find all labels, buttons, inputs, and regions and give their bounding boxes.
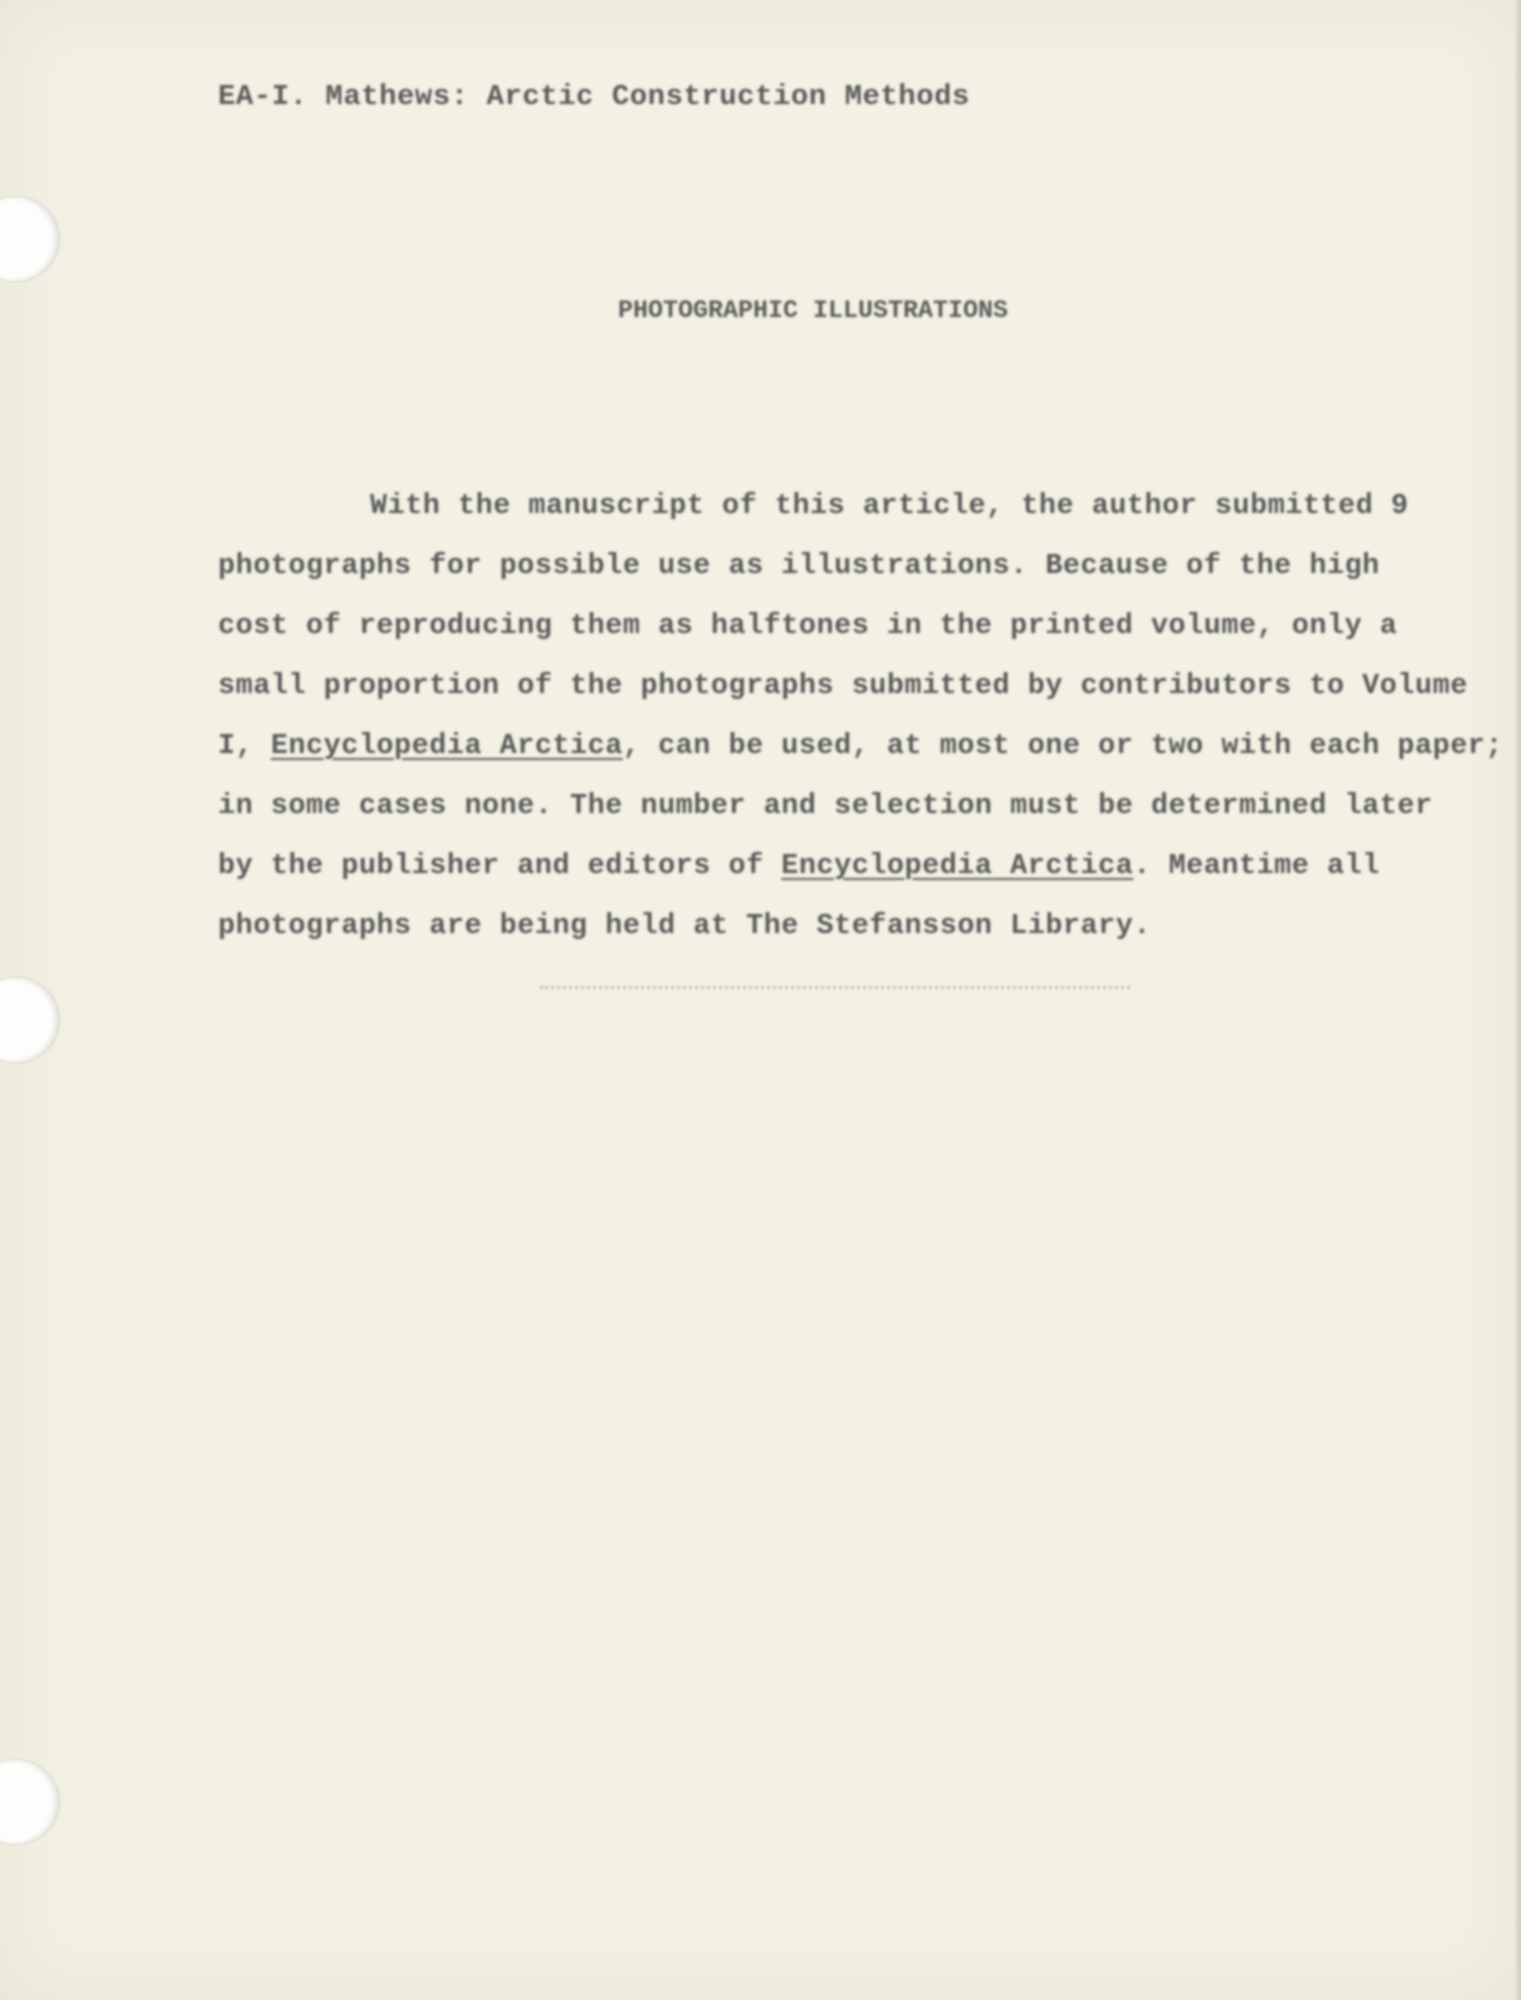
publication-title: Encyclopedia Arctica [270, 729, 623, 762]
paragraph-line: small proportion of the photographs submitted by contributors to Volume [218, 669, 1468, 702]
binder-punch-hole [0, 197, 58, 281]
document-header: EA-I. Mathews: Arctic Construction Methods [218, 80, 970, 113]
body-paragraph [218, 476, 1503, 956]
bleed-through-dotted-rule [540, 986, 1130, 989]
publication-title: Encyclopedia Arctica [781, 849, 1134, 882]
binder-punch-hole [0, 978, 58, 1062]
paragraph-line: photographs for possible use as illustrations. Because of the high [218, 549, 1380, 582]
paragraph-line: cost of reproducing them as halftones in the printed volume, only a [218, 609, 1398, 642]
paragraph-line: With the manuscript of this article, the author submitted 9 [370, 489, 1409, 522]
binder-punch-hole [0, 1760, 58, 1844]
paragraph-line: I, Encyclopedia Arctica, can be used, at most one or two with each paper; [218, 729, 1504, 762]
section-heading: PHOTOGRAPHIC ILLUSTRATIONS [618, 296, 1009, 325]
paper-edge [1515, 0, 1521, 2000]
paragraph-line: photographs are being held at The Stefansson Library. [218, 909, 1151, 942]
paragraph-line: in some cases none. The number and selection must be determined later [218, 789, 1433, 822]
paragraph-line: by the publisher and editors of Encyclopedia Arctica. Meantime all [218, 849, 1380, 882]
